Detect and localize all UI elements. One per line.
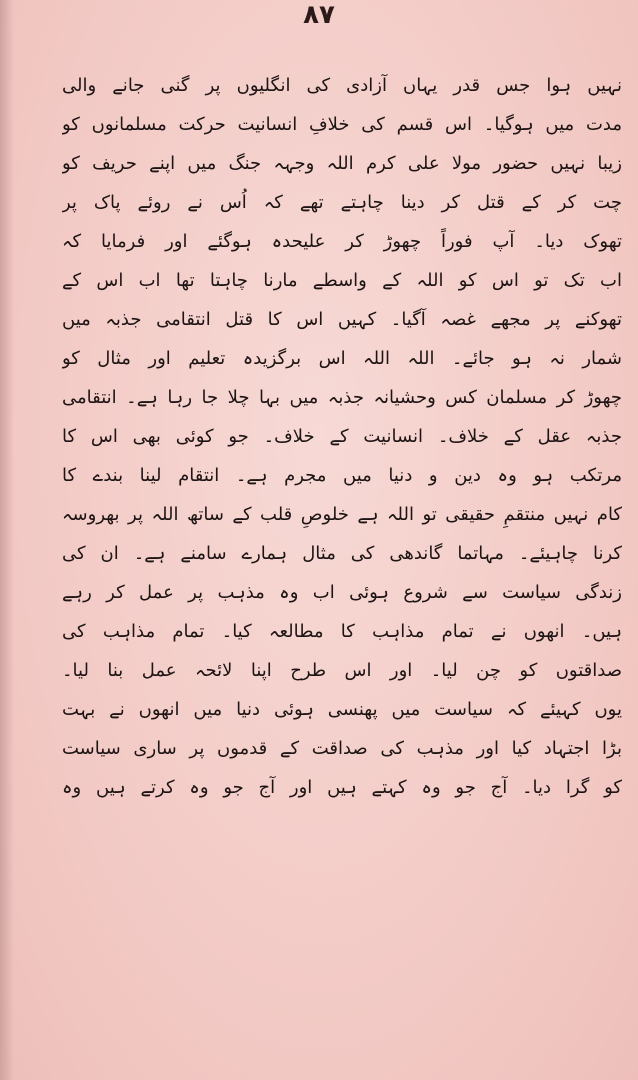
text-line: کو گرا دیا۔ آج جو وہ کہتے ہیں اور آج جو وہ کرتے ہیں وہ — [62, 777, 622, 798]
text-line: کام نہیں منتقمِ حقیقی تو اللہ ہے خلوصِ قلب کے ساتھ اللہ پر بھروسہ — [62, 504, 622, 525]
text-line: چھوڑ کر مسلمان کس وحشیانہ جذبہ میں بہا چلا جا رہا ہے۔ انتقامی — [62, 387, 622, 408]
text-line: تھوکنے پر مجھے غصہ آگیا۔ کہیں اس کا قتل انتقامی جذبہ میں — [62, 309, 622, 330]
text-line: کرنا چاہیئے۔ مہاتما گاندھی کی مثال ہمارے سامنے ہے۔ ان کی — [62, 543, 622, 564]
text-line: ہیں۔ انھوں نے تمام مذاہب کا مطالعہ کیا۔ تمام مذاہب کی — [62, 621, 622, 642]
page-number: ۸۷ — [303, 0, 335, 30]
text-line: زندگی سیاست سے شروع ہوئی اب وہ مذہب پر عمل کر رہے — [62, 582, 622, 603]
text-line: نہیں ہوا جس قدر یہاں آزادی کی انگلیوں پر گنی جانے والی — [62, 75, 622, 96]
text-line: چت کر کے قتل کر دینا چاہتے تھے کہ اُس نے روئے پاک پر — [62, 192, 622, 213]
text-line: بڑا اجتہاد کیا اور مذہب کی صداقت کے قدموں پر ساری سیاست — [62, 738, 622, 759]
text-line: شمار نہ ہو جائے۔ اللہ اللہ اس برگزیدہ تعلیم اور مثال کو — [62, 348, 622, 369]
text-line: یوں کہیئے کہ سیاست میں پھنسی ہوئی دنیا میں انھوں نے بہت — [62, 699, 622, 720]
text-line: مدت میں ہوگیا۔ اس قسم کی خلافِ انسانیت حرکت مسلمانوں کو — [62, 114, 622, 135]
body-text — [62, 66, 622, 807]
text-line: زیبا نہیں حضور مولا علی کرم اللہ وجہہ جنگ میں اپنے حریف کو — [62, 153, 622, 174]
page-binding-edge — [0, 0, 14, 1080]
text-line: اب تک تو اس کو اللہ کے واسطے مارنا چاہتا تھا اب اس کے — [62, 270, 622, 291]
text-line: صداقتوں کو چن لیا۔ اور اس طرح اپنا لائحہ عمل بنا لیا۔ — [62, 660, 622, 681]
text-line: تھوک دیا۔ آپ فوراً چھوڑ کر علیحدہ ہوگئے اور فرمایا کہ — [62, 231, 622, 252]
text-line: مرتکب ہو وہ دین و دنیا میں مجرم ہے۔ انتقام لینا بندے کا — [62, 465, 622, 486]
text-line: جذبہ عقل کے خلاف۔ انسانیت کے خلاف۔ جو کوئی بھی اس کا — [62, 426, 622, 447]
